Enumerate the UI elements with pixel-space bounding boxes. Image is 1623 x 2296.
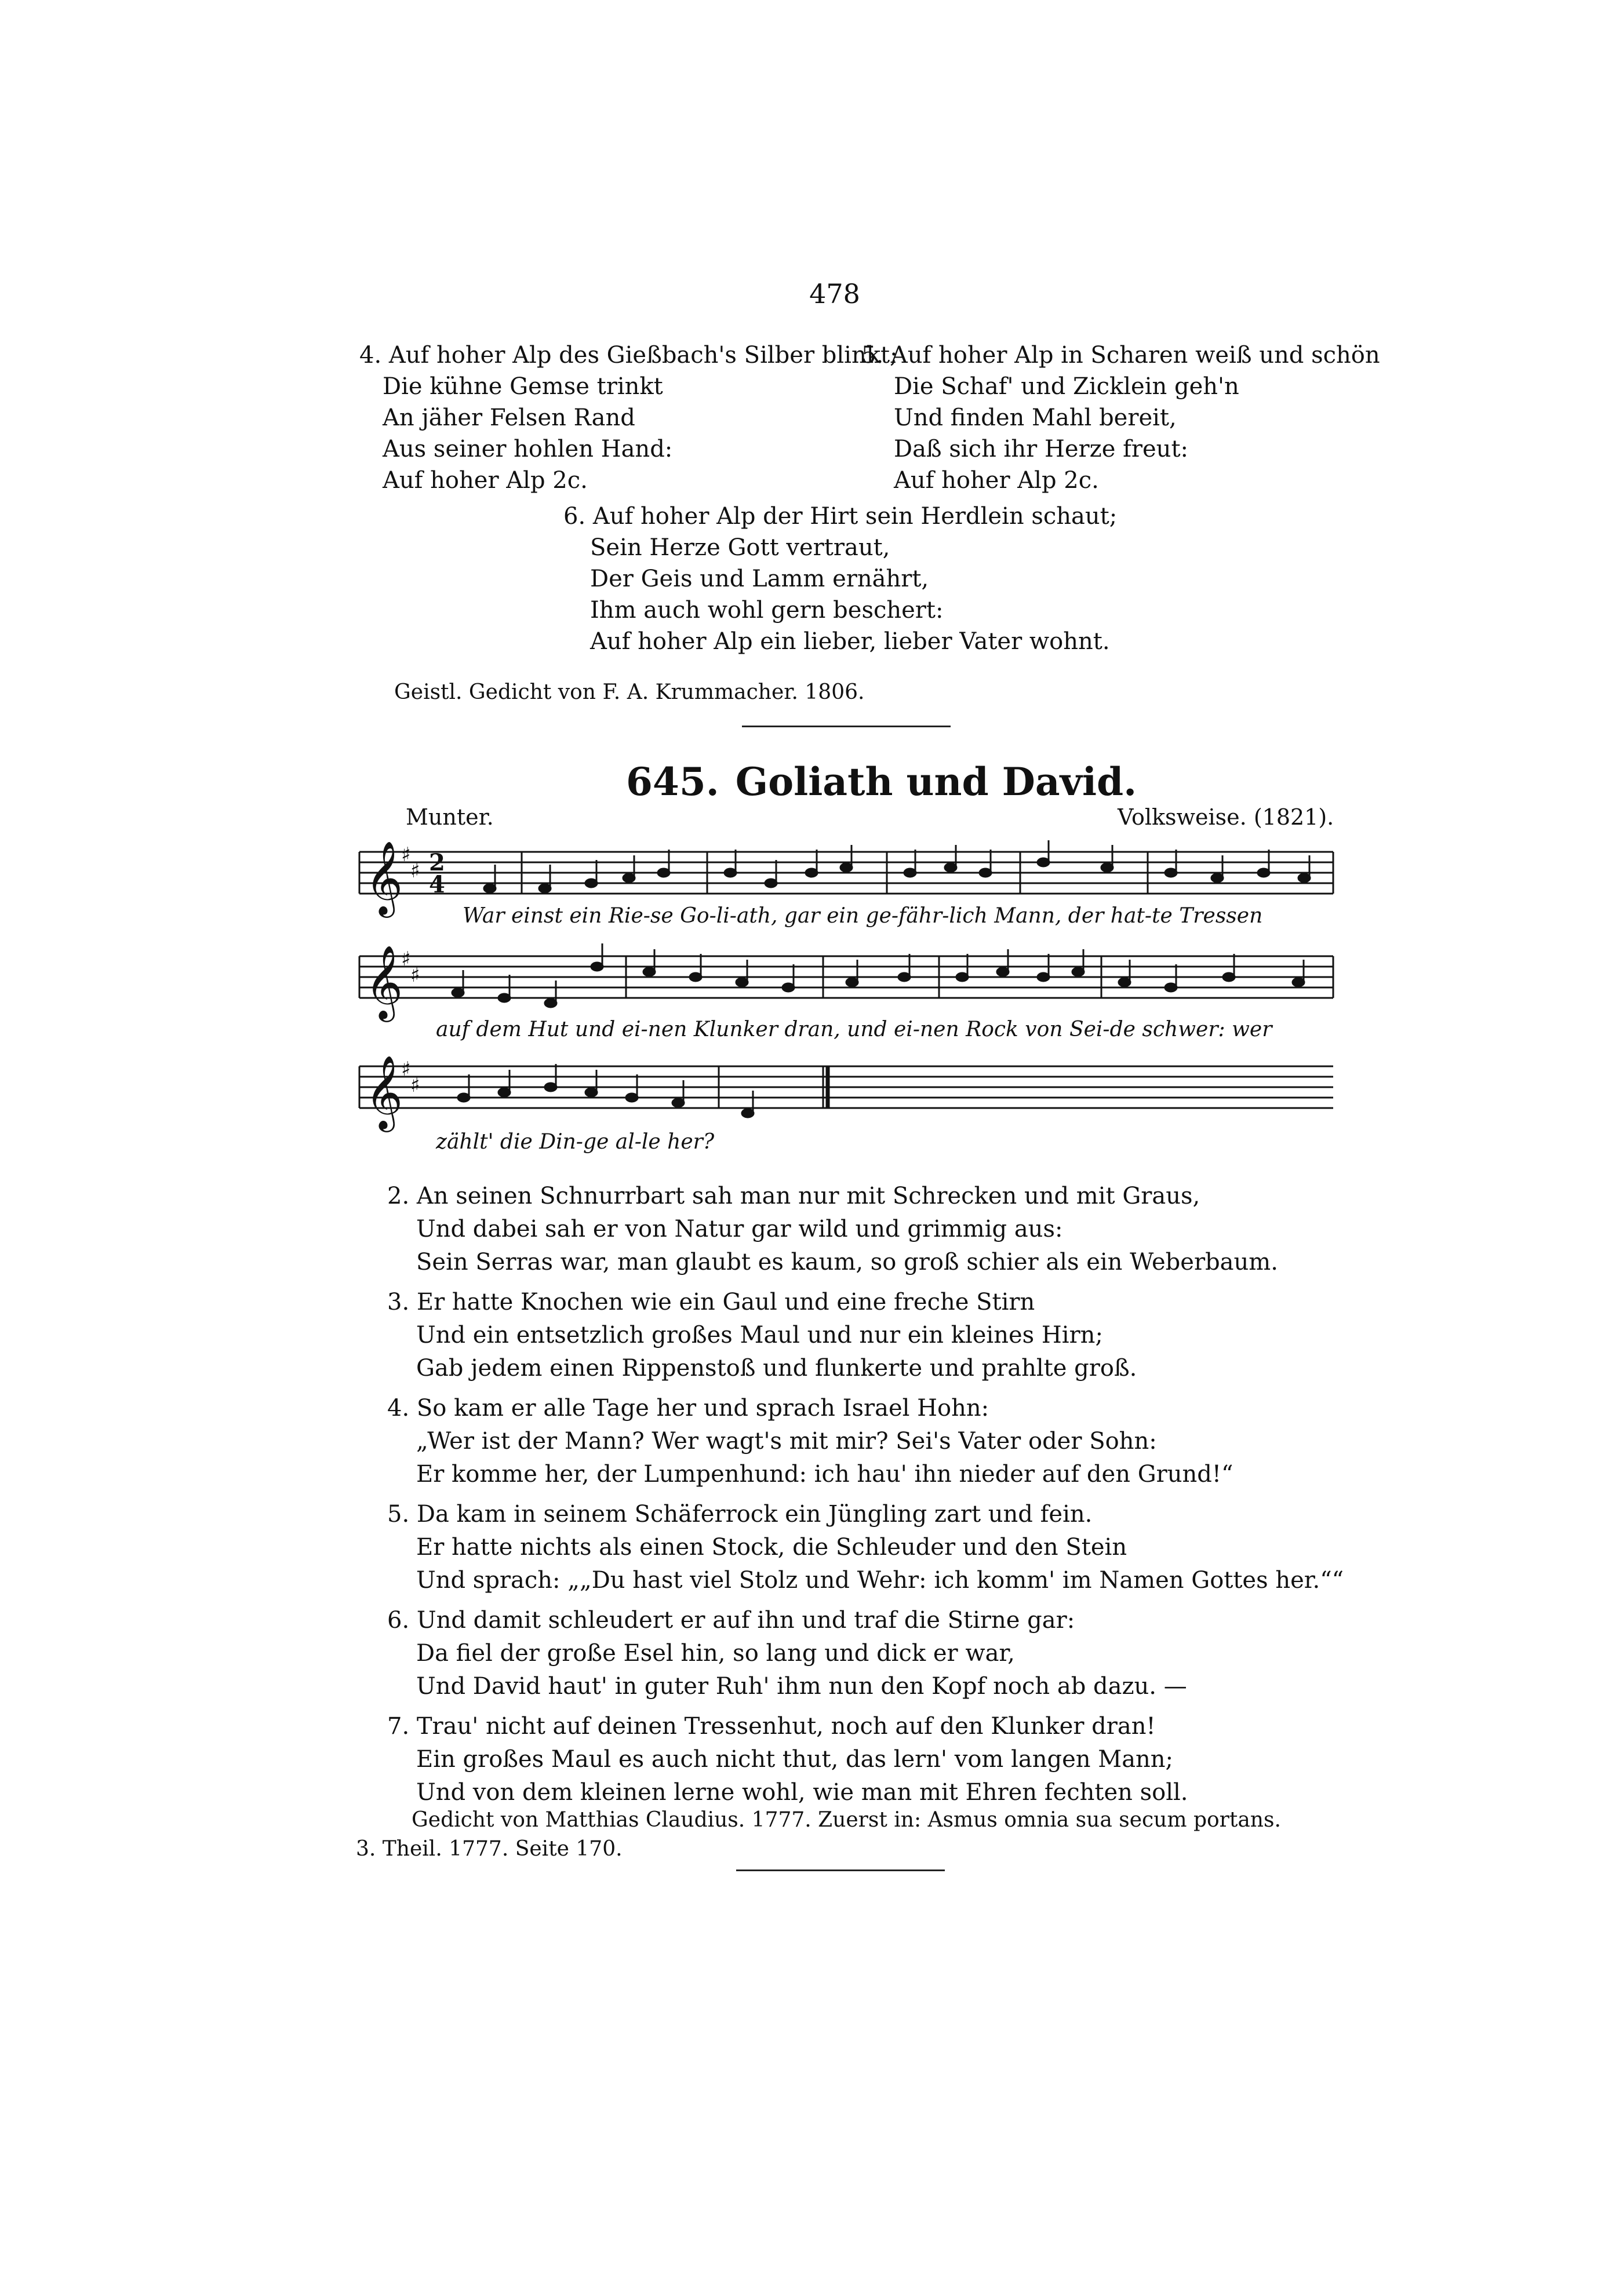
svg-text:♯: ♯ [401, 843, 411, 866]
lyrics-line-1: War einst ein Rie-se Go-li-ath, gar ein ge-fähr-lich Mann, der hat-te Tressen [463, 904, 1263, 928]
verse-line: Und dabei sah er von Natur gar wild und grimmig aus: [416, 1216, 1063, 1242]
stanza-line: Sein Herze Gott vertraut, [590, 534, 890, 561]
verse-2 [387, 1180, 1344, 1279]
verse-line: Und David haut' in guter Ruh' ihm nun den Kopf noch ab dazu. — [416, 1673, 1187, 1700]
staff-3 [359, 1066, 1333, 1108]
svg-text:♯: ♯ [410, 859, 420, 883]
verse-line: Er hatte nichts als einen Stock, die Schleuder und den Stein [416, 1534, 1127, 1561]
verse-line: 3. Er hatte Knochen wie ein Gaul und eine freche Stirn [387, 1289, 1035, 1315]
page-number: 478 [809, 278, 860, 309]
key-signature-sharps [401, 843, 420, 1097]
verse-4 [387, 1392, 1344, 1491]
verse-5 [387, 1498, 1344, 1597]
verse-line: Da fiel der große Esel hin, so lang und dick er war, [416, 1640, 1015, 1667]
stanza-5 [861, 340, 1380, 496]
time-signature [429, 849, 445, 898]
footnote [356, 1806, 1281, 1864]
lyrics-line-2: auf dem Hut und ei-nen Klunker dran, und ei-nen Rock von Sei-de schwer: wer [436, 1018, 1272, 1041]
verse-3 [387, 1286, 1344, 1385]
svg-text:4: 4 [429, 871, 445, 898]
divider-rule [742, 726, 951, 727]
notes-staff-3 [458, 1064, 754, 1117]
verse-line: Gab jedem einen Rippenstoß und flunkerte und prahlte groß. [416, 1355, 1137, 1382]
verses [387, 1180, 1344, 1809]
attribution-top: Geistl. Gedicht von F. A. Krummacher. 1806. [394, 680, 865, 704]
verse-line: Und ein entsetzlich großes Maul und nur ein kleines Hirn; [416, 1322, 1103, 1349]
stanza-6 [563, 501, 1117, 657]
melody-source: Volksweise. (1821). [1118, 804, 1334, 830]
stanza-line: Die kühne Gemse trinkt [383, 373, 663, 400]
song-title [626, 759, 1137, 804]
notes-staff-1 [484, 840, 1310, 892]
stanza-line: Aus seiner hohlen Hand: [383, 436, 673, 462]
svg-text:𝄞: 𝄞 [365, 840, 403, 914]
music-notation [348, 834, 1345, 1159]
verse-line: 5. Da kam in seinem Schäferrock ein Jüngling zart und fein. [387, 1501, 1093, 1528]
end-rule [736, 1869, 945, 1871]
verse-7 [387, 1710, 1344, 1809]
verse-line: Ein großes Maul es auch nicht thut, das lern' vom langen Mann; [416, 1746, 1174, 1773]
svg-text:𝄞: 𝄞 [365, 945, 403, 1019]
verse-line: Sein Serras war, man glaubt es kaum, so groß schier als ein Weberbaum. [416, 1249, 1278, 1275]
stanza-line: 6. Auf hoher Alp der Hirt sein Herdlein schaut; [563, 503, 1118, 530]
verse-6 [387, 1604, 1344, 1703]
tempo-marking: Munter. [406, 804, 494, 830]
stanza-4 [359, 340, 898, 496]
verse-line: Und sprach: „„Du hast viel Stolz und Wehr: ich komm' im Namen Gottes her.““ [416, 1567, 1344, 1594]
staff-2 [359, 956, 1333, 998]
stanza-line: An jäher Felsen Rand [383, 404, 635, 431]
footnote-line: Gedicht von Matthias Claudius. 1777. Zuerst in: Asmus omnia sua secum portans. [412, 1808, 1281, 1832]
staff-1 [359, 852, 1333, 894]
stanza-line: 5. Auf hoher Alp in Scharen weiß und schön [861, 342, 1380, 369]
svg-text:2: 2 [429, 849, 445, 876]
svg-text:♯: ♯ [410, 964, 420, 987]
stanza-line: Auf hoher Alp 2c. [383, 467, 588, 494]
stanza-line: 4. Auf hoher Alp des Gießbach's Silber blinkt; [359, 342, 898, 369]
song-number: 645. [626, 759, 719, 804]
verse-line: 4. So kam er alle Tage her und sprach Israel Hohn: [387, 1395, 989, 1422]
stanza-line: Auf hoher Alp ein lieber, lieber Vater wohnt. [590, 628, 1110, 655]
stanza-line: Der Geis und Lamm ernährt, [590, 566, 929, 592]
lyrics-line-3: zählt' die Din-ge al-le her? [436, 1130, 715, 1154]
stanza-line: Auf hoher Alp 2c. [894, 467, 1099, 494]
verse-line: Und von dem kleinen lerne wohl, wie man mit Ehren fechten soll. [416, 1779, 1188, 1806]
treble-clef-icon [365, 840, 403, 1132]
verse-line: 7. Trau' nicht auf deinen Tressenhut, noch auf den Klunker dran! [387, 1713, 1156, 1740]
verse-line: Er komme her, der Lumpenhund: ich hau' ihn nieder auf den Grund!“ [416, 1461, 1233, 1488]
verse-line: 2. An seinen Schnurrbart sah man nur mit Schrecken und mit Graus, [387, 1183, 1200, 1209]
song-title-text: Goliath und David. [735, 759, 1137, 804]
stanza-line: Die Schaf' und Zicklein geh'n [894, 373, 1239, 400]
svg-text:♯: ♯ [401, 947, 411, 971]
stanza-line: Daß sich ihr Herze freut: [894, 436, 1188, 462]
stanza-line: Und finden Mahl bereit, [894, 404, 1177, 431]
svg-text:𝄞: 𝄞 [365, 1055, 403, 1129]
svg-text:♯: ♯ [410, 1074, 420, 1097]
stanza-line: Ihm auch wohl gern beschert: [590, 597, 944, 624]
svg-text:♯: ♯ [401, 1058, 411, 1081]
verse-line: „Wer ist der Mann? Wer wagt's mit mir? Sei's Vater oder Sohn: [416, 1428, 1157, 1455]
verse-line: 6. Und damit schleudert er auf ihn und traf die Stirne gar: [387, 1607, 1075, 1634]
footnote-line: 3. Theil. 1777. Seite 170. [356, 1837, 623, 1861]
